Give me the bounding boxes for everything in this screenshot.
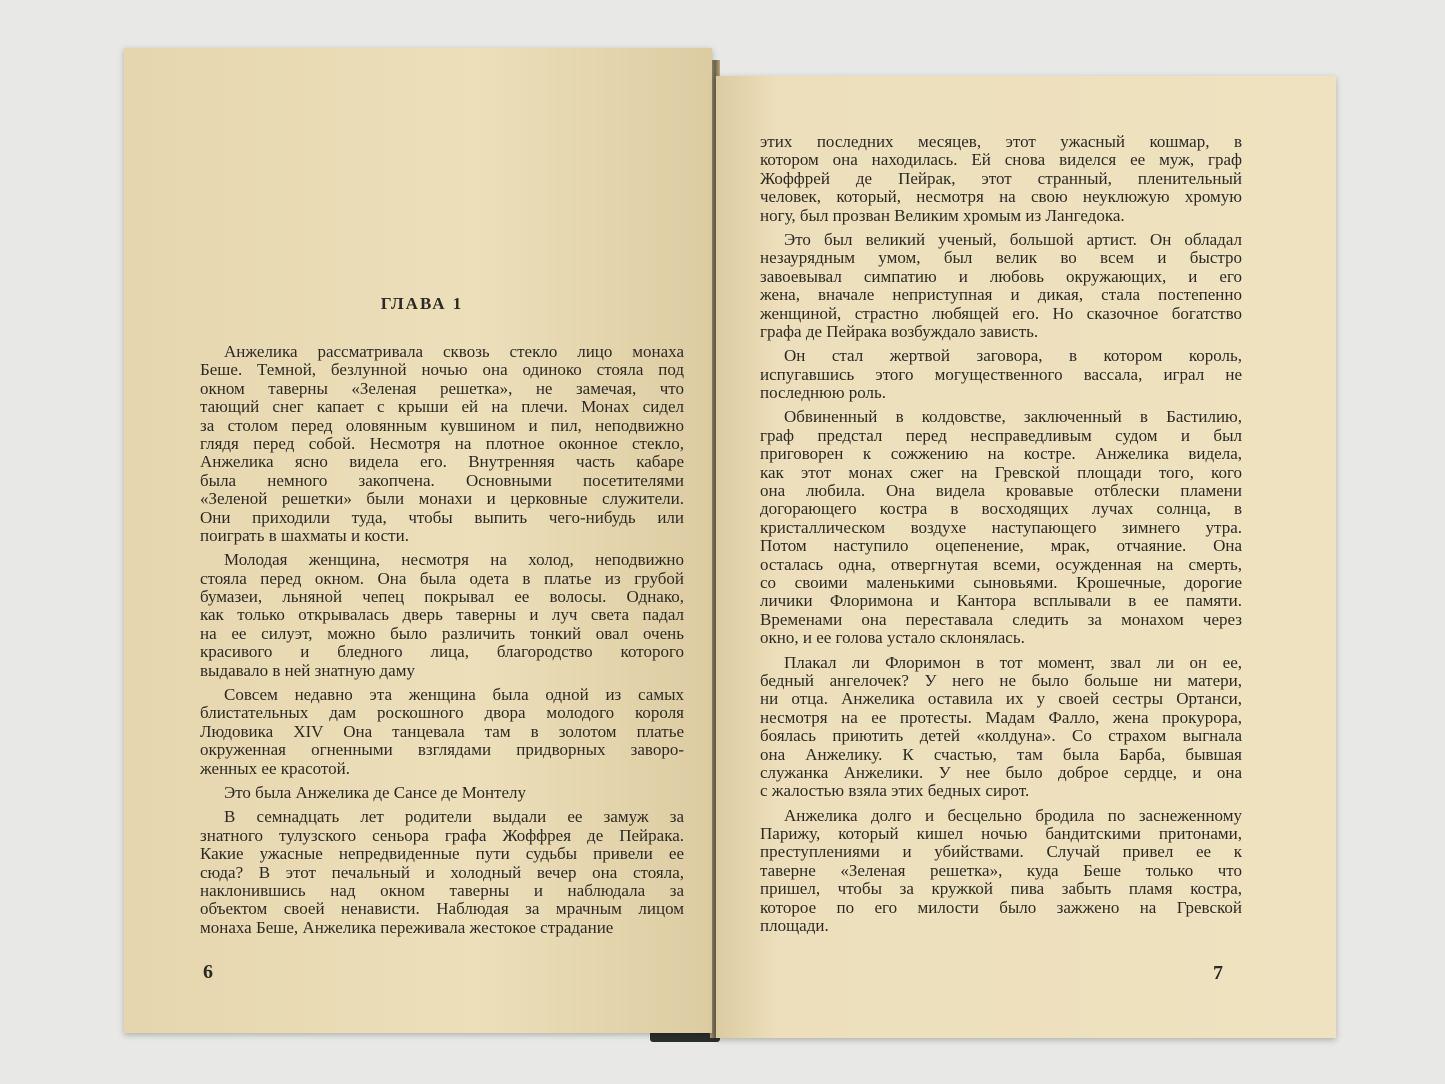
text-line: ногу, был прозван Великим хромым из Лангедока. [760, 205, 1125, 225]
text-line: жена, вначале неприступная и дикая, стала постепенно [760, 285, 1242, 305]
text-line: наклонившись над окном таверны и наблюдала за [200, 880, 684, 900]
text-line: окном таверны «Зеленая решетка», не замечая, что [200, 378, 684, 398]
text-line: Потом наступило оцепенение, мрак, отчаяние. Она [760, 536, 1242, 556]
text-line: поиграть в шахматы и кости. [200, 525, 409, 545]
text-line: котором она находилась. Ей снова виделся ее муж, граф [760, 150, 1242, 170]
text-line: Совсем недавно эта женщина была одной из самых [224, 685, 684, 705]
text-line: испугавшись этого могущественного вассала, играл не [760, 364, 1242, 384]
text-line: преступлениями и убийствами. Случай привел ее к [760, 842, 1242, 862]
text-line: Анжелика рассматривала сквозь стекло лицо монаха [224, 342, 684, 361]
text-line: монаха Беше, Анжелика переживала жестокое страдание [200, 917, 614, 937]
paragraph [760, 408, 1242, 647]
text-line: личики Флоримона и Кантора всплывали в ее памяти. [760, 591, 1242, 611]
text-line: «Зеленой решетки» были монахи и церковные служители. [200, 489, 684, 509]
text-line: пришел, чтобы за кружкой пива забыть пламя костра, [760, 879, 1242, 899]
paragraph [200, 808, 684, 937]
left-page-text [200, 294, 684, 943]
page-number: 6 [203, 961, 213, 983]
text-line: ни отца. Анжелика оставила их у своей сестры Ортанси, [760, 689, 1242, 709]
text-line: Обвиненный в колдовстве, заключенный в Бастилию, [784, 407, 1242, 427]
text-line: Они приходили туда, чтобы выпить чего-нибудь или [200, 507, 684, 527]
text-line: площади. [760, 916, 829, 936]
text-line: граф предстал перед несправедливым судом и был [760, 425, 1242, 445]
text-line: В семнадцать лет родители выдали ее замуж за [224, 807, 684, 827]
text-line: приговорен к сожжению на костре. Анжелика видела, [760, 444, 1242, 464]
right-page-text [760, 133, 1242, 941]
paragraph [200, 343, 684, 545]
paragraph [760, 807, 1242, 936]
text-line: таверне «Зеленая решетка», куда Беше только что [760, 860, 1242, 880]
paragraph [760, 231, 1242, 341]
text-line: стояла перед окном. Она была одета в платье из грубой [200, 568, 684, 588]
text-line: была немного закопчена. Основными посетителями [200, 470, 684, 490]
text-line: блистательных дам роскошного двора молодого короля [200, 703, 684, 723]
text-line: за столом перед оловянным кувшином и пил, неподвижно [200, 415, 684, 435]
text-line: она любила. Она видела кровавые отблески пламени [760, 481, 1242, 501]
text-line: как этот монах сжег на Гревской площади того, кого [760, 462, 1242, 482]
text-line: объектом своей ненависти. Наблюдая за мрачным лицом [200, 899, 684, 919]
paragraph [200, 784, 684, 802]
text-line: тающий снег капает с крыши ей на плечи. Монах сидел [200, 397, 684, 417]
text-line: Это была Анжелика де Сансе де Монтелу [224, 782, 527, 802]
text-line: осталась одна, отвергнутая всеми, осужденная на смерть, [760, 554, 1242, 574]
paragraph [760, 347, 1242, 402]
text-line: Беше. Темной, безлунной ночью она одиноко стояла под [200, 360, 684, 380]
text-line: Анжелика ясно видела его. Внутренняя часть кабаре [200, 452, 684, 472]
text-line: догорающего костра в восходящих лучах солнца, в [760, 499, 1242, 519]
right-page-paragraphs [760, 133, 1242, 935]
text-line: бедный ангелочек? У него не было больше ни матери, [760, 670, 1242, 690]
text-line: на ее силуэт, можно было различить тонкий овал очень [200, 623, 684, 643]
chapter-heading: ГЛАВА 1 [380, 294, 464, 313]
paragraph [760, 133, 1242, 225]
text-line: окруженная огненными взглядами придворных заворо- [200, 740, 684, 760]
text-line: кристаллическом воздухе наступающего зимнего утра. [760, 517, 1242, 537]
text-line: глядя перед собой. Несмотря на плотное оконное стекло, [200, 433, 684, 453]
text-line: Жоффрей де Пейрак, этот странный, пленительный [760, 168, 1242, 188]
text-line: этих последних месяцев, этот ужасный кошмар, в [760, 132, 1242, 151]
text-line: выдавало в ней знатную даму [200, 660, 415, 680]
text-line: сюда? В этот печальный и холодный вечер она стояла, [200, 862, 684, 882]
page-number: 7 [1213, 962, 1223, 984]
text-line: служанка Анжелики. У нее было доброе сердце, и она [760, 762, 1242, 782]
text-line: красивого и бледного лица, благородство которого [200, 642, 684, 662]
text-line: графа де Пейрака возбуждало зависть. [760, 321, 1039, 341]
text-line: Это был великий ученый, большой артист. Он обладал [784, 229, 1242, 249]
text-line: несмотря на ее протесты. Мадам Фалло, жена прокурора, [760, 707, 1242, 727]
text-line: человек, который, несмотря на свою неуклюжую хромую [760, 187, 1242, 207]
text-line: знатного тулузского сеньора графа Жоффрея де Пейрака. [200, 825, 684, 845]
text-line: завоевывал симпатию и любовь окружающих, и его [760, 266, 1242, 286]
text-line: женных ее красотой. [200, 758, 350, 778]
text-line: женщиной, страстно любящей его. Но сказочное богатство [760, 303, 1242, 323]
text-line: незаурядным умом, был велик во всем и быстро [760, 248, 1242, 268]
text-line: Парижу, который кишел ночью бандитскими притонами, [760, 824, 1242, 844]
text-line: Какие ужасные непредвиденные пути судьбы привели ее [200, 844, 684, 864]
paragraph [760, 654, 1242, 801]
paragraph [200, 686, 684, 778]
text-line: последнюю роль. [760, 383, 887, 403]
left-page-paragraphs [200, 343, 684, 937]
paragraph [200, 551, 684, 680]
right-page [716, 76, 1336, 1038]
text-line: Анжелика долго и бесцельно бродила по заснеженному [784, 805, 1242, 825]
text-line: Он стал жертвой заговора, в котором король, [784, 346, 1242, 366]
text-line: Временами она переставала следить за монахом через [760, 609, 1242, 629]
text-line: она Анжелику. К счастью, там была Барба, бывшая [760, 744, 1242, 764]
text-line: боялась приютить детей «колдуна». Со страхом выгнала [760, 726, 1242, 746]
text-line: окно, и ее голова устало склонялась. [760, 628, 1025, 648]
text-line: как только открывалась дверь таверны и луч света падал [200, 605, 684, 625]
text-line: Людовика XIV Она танцевала там в золотом платье [200, 721, 684, 741]
text-line: Плакал ли Флоримон в тот момент, звал ли он ее, [784, 652, 1242, 672]
left-page [124, 48, 712, 1033]
text-line: со своими маленькими сыновьями. Крошечные, дорогие [760, 572, 1242, 592]
text-line: бумазеи, льняной чепец покрывал ее волосы. Однако, [200, 587, 684, 607]
text-line: которое по его милости было зажжено на Гревской [760, 897, 1242, 917]
text-line: Молодая женщина, несмотря на холод, неподвижно [224, 550, 684, 570]
text-line: с жалостью взяла этих бедных сирот. [760, 781, 1030, 801]
